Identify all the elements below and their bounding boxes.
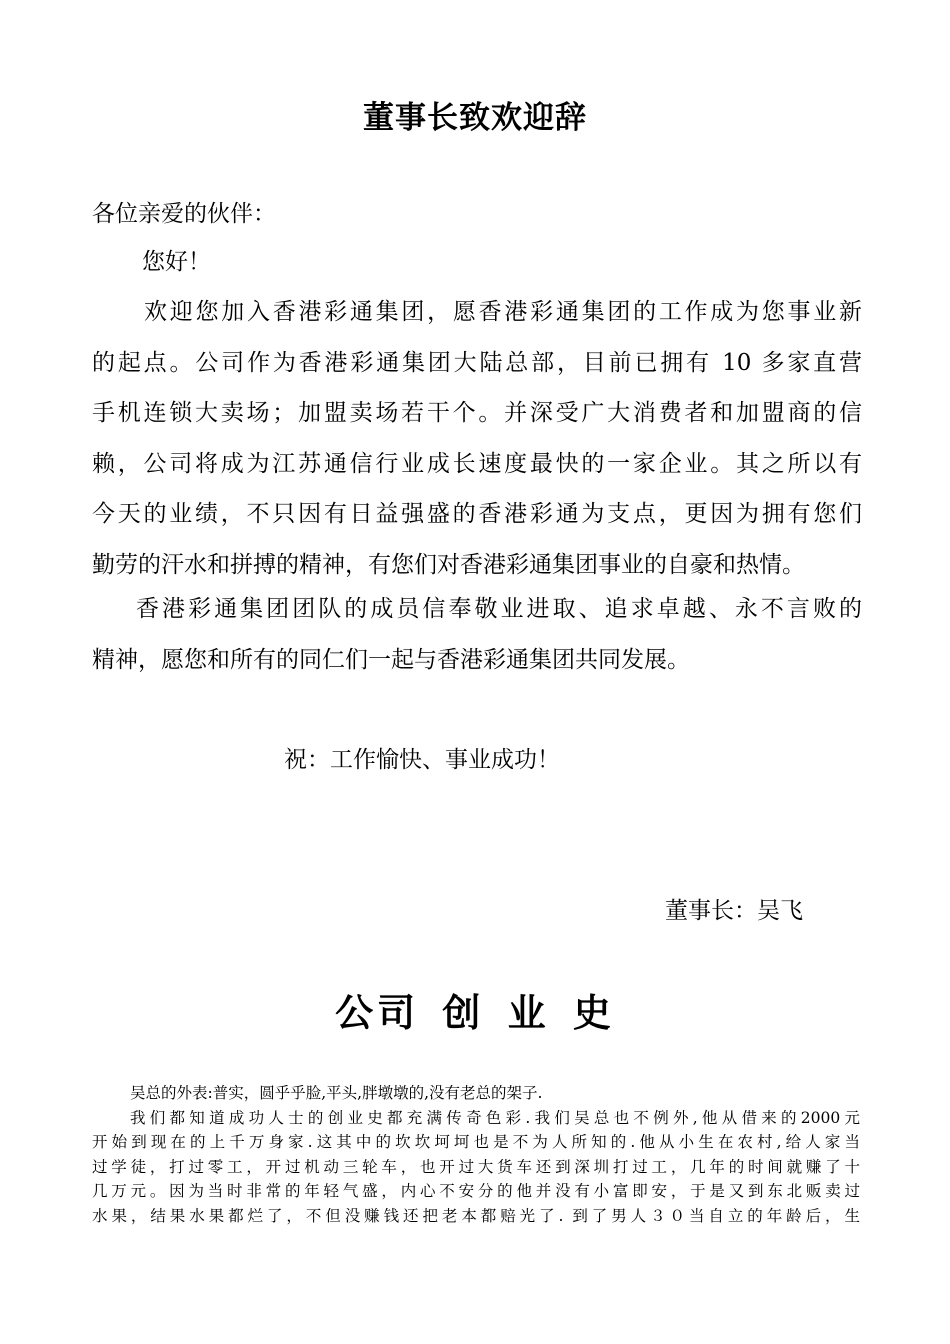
history-line: 几万元。因为当时非常的年轻气盛，内心不安分的他并没有小富即安，于是又到东北贩卖过 [92, 1182, 860, 1200]
paragraph-line: 勤劳的汗水和拼搏的精神，有您们对香港彩通集团事业的自豪和热情。 [92, 551, 805, 578]
paragraph-line: 精神，愿您和所有的同仁们一起与香港彩通集团共同发展。 [92, 646, 690, 673]
welcome-paragraph-1 [92, 287, 862, 590]
history-text [92, 1081, 860, 1228]
welcome-paragraph-2 [92, 584, 862, 685]
closing-wish: 祝：工作愉快、事业成功！ [284, 747, 560, 773]
greeting: 您好！ [142, 249, 211, 275]
history-line: 吴总的外表:普实，圆乎乎脸,平头,胖墩墩的,没有老总的架子. [130, 1084, 543, 1102]
paragraph-line: 今天的业绩，不只因有日益强盛的香港彩通为支点，更因为拥有您们 [92, 501, 862, 527]
paragraph-line: 手机连锁大卖场；加盟卖场若干个。并深受广大消费者和加盟商的信 [92, 400, 862, 426]
paragraph-line: 香港彩通集团团队的成员信奉敬业进取、追求卓越、永不言败的 [136, 596, 862, 622]
history-title: 公司 创 业 史 [335, 991, 615, 1035]
history-line: 开始到现在的上千万身家.这其中的坎坎坷坷也是不为人所知的.他从小生在农村,给人家当 [92, 1133, 860, 1151]
welcome-title: 董事长致欢迎辞 [363, 100, 587, 136]
history-line: 我们都知道成功人士的创业史都充满传奇色彩.我们吴总也不例外,他从借来的2000元 [130, 1108, 860, 1127]
paragraph-line: 赖，公司将成为江苏通信行业成长速度最快的一家企业。其之所以有 [92, 450, 862, 477]
salutation: 各位亲爱的伙伴： [92, 201, 276, 227]
paragraph-line: 欢迎您加入香港彩通集团，愿香港彩通集团的工作成为您事业新 [144, 299, 862, 325]
paragraph-line: 的起点。公司作为香港彩通集团大陆总部，目前已拥有 10 多家直营 [92, 349, 862, 376]
signature: 董事长：吴飞 [665, 898, 803, 924]
history-line: 水果，结果水果都烂了，不但没赚钱还把老本都赔光了. 到了男人３０当自立的年龄后，生 [92, 1206, 860, 1225]
history-line: 过学徒，打过零工，开过机动三轮车，也开过大货车还到深圳打过工，几年的时间就赚了十 [92, 1157, 860, 1176]
